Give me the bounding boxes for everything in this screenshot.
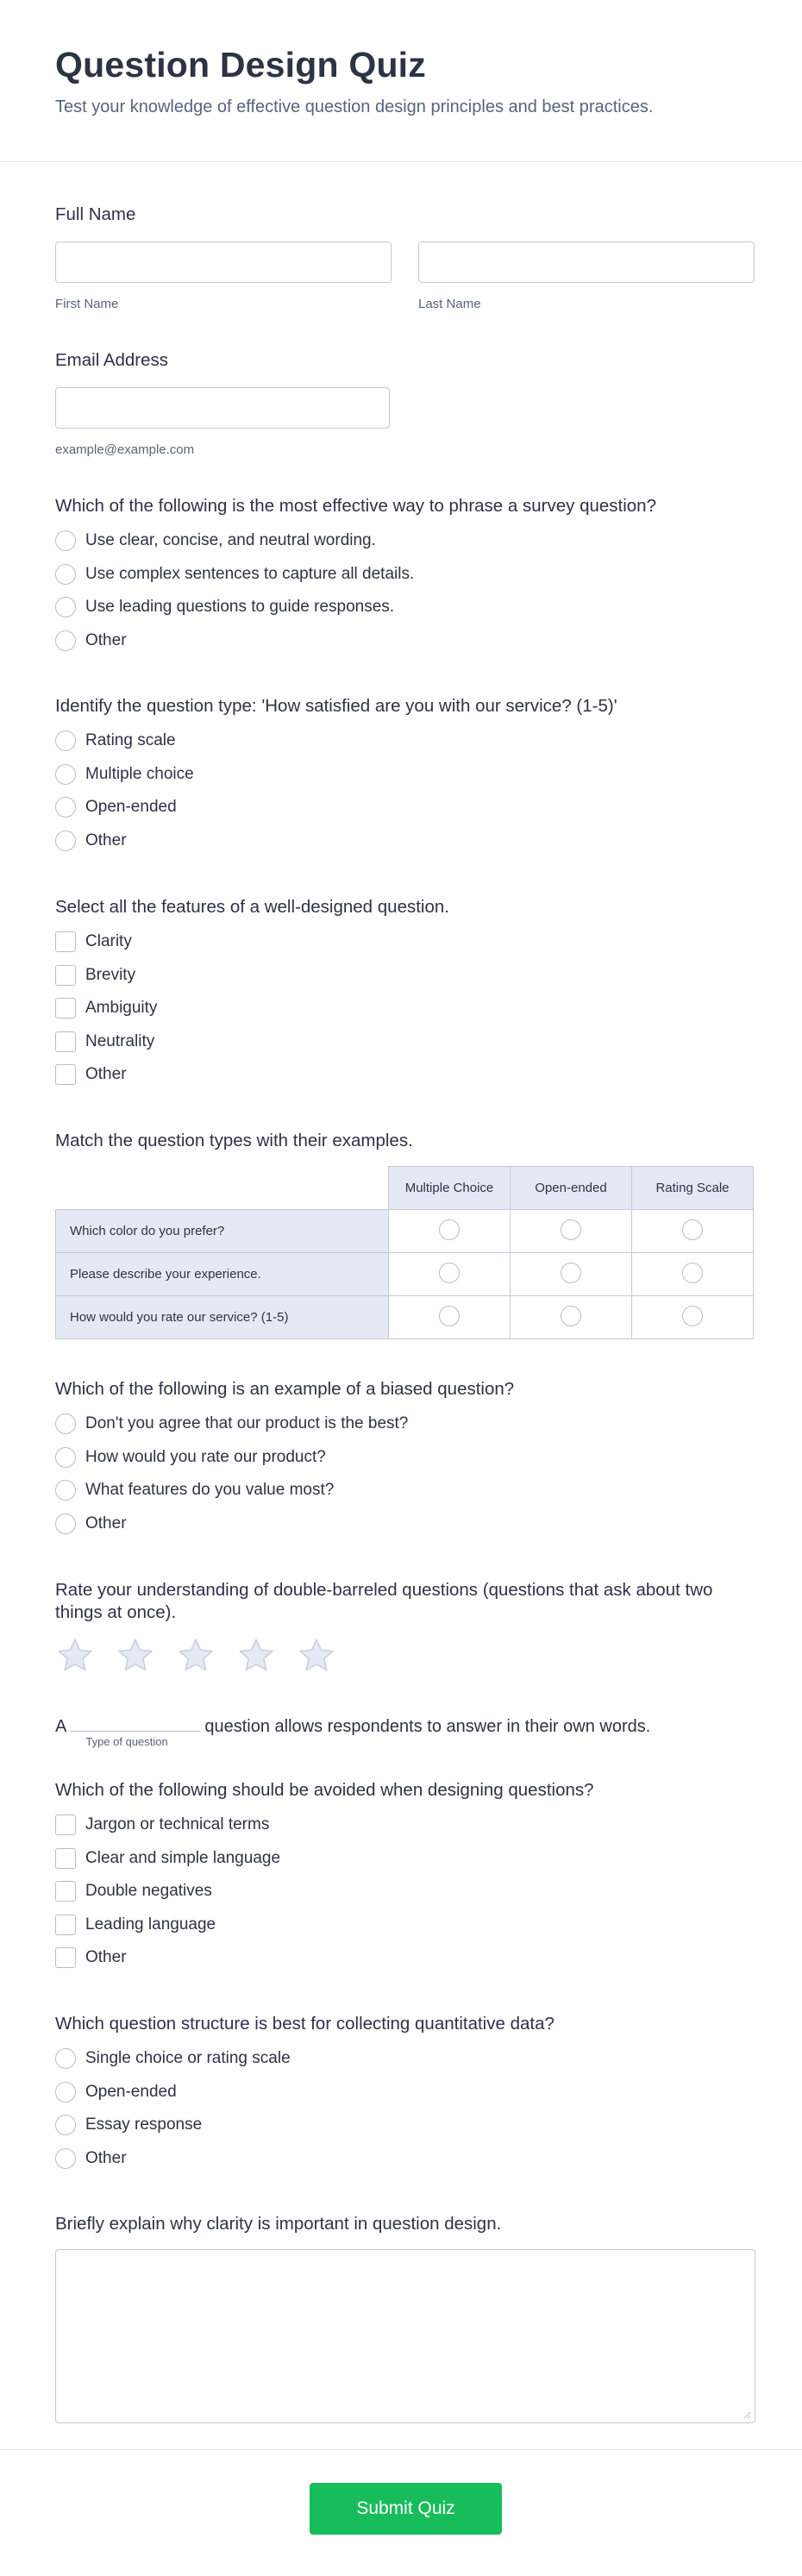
fill-in-blank <box>55 1713 755 1748</box>
matrix-row <box>56 1210 754 1253</box>
form-header <box>0 0 802 162</box>
question-8-label: Which of the following should be avoided when designing questions? <box>55 1780 594 1800</box>
email-input[interactable] <box>55 387 390 429</box>
q3-option[interactable]: Clarity <box>55 925 755 959</box>
question-6-label: Rate your understanding of double-barreled questions (questions that ask about two things at once). <box>55 1580 713 1622</box>
q5-option[interactable]: Don't you agree that our product is the best? <box>55 1407 755 1441</box>
radio-button[interactable] <box>55 530 76 551</box>
q2-option[interactable]: Rating scale <box>55 724 755 758</box>
first-name-input[interactable] <box>55 241 392 283</box>
q2-option[interactable]: Multiple choice <box>55 758 755 792</box>
question-3 <box>55 896 755 1092</box>
star-icon[interactable] <box>55 1636 95 1676</box>
question-2 <box>55 695 755 857</box>
radio-button[interactable] <box>55 630 76 651</box>
question-10 <box>55 2213 755 2423</box>
radio-button[interactable] <box>55 1447 76 1468</box>
q8-option[interactable]: Jargon or technical terms <box>55 1808 755 1842</box>
matrix-radio[interactable] <box>561 1306 581 1326</box>
checkbox[interactable] <box>55 1881 76 1902</box>
matrix-radio[interactable] <box>561 1219 581 1240</box>
checkbox[interactable] <box>55 965 76 986</box>
q9-option[interactable]: Other <box>55 2142 755 2176</box>
question-4-label: Match the question types with their examples. <box>55 1131 413 1150</box>
radio-button[interactable] <box>55 1480 76 1501</box>
radio-button[interactable] <box>55 564 76 585</box>
matrix-row <box>56 1253 754 1296</box>
matrix-row-label: Please describe your experience. <box>56 1253 389 1296</box>
radio-button[interactable] <box>55 797 76 818</box>
q9-option[interactable]: Single choice or rating scale <box>55 2042 755 2076</box>
question-7 <box>55 1713 755 1748</box>
form-footer <box>0 2449 802 2576</box>
resize-handle-icon[interactable] <box>742 2410 751 2419</box>
radio-button[interactable] <box>55 1413 76 1434</box>
last-name-input[interactable] <box>418 241 755 283</box>
q5-option[interactable]: What features do you value most? <box>55 1474 755 1507</box>
full-name-field <box>55 204 755 311</box>
star-icon[interactable] <box>116 1636 155 1676</box>
question-1 <box>55 495 755 657</box>
q5-option[interactable]: Other <box>55 1507 755 1541</box>
email-field <box>55 349 755 457</box>
fill-prefix: A <box>55 1717 67 1736</box>
question-1-label: Which of the following is the most effective way to phrase a survey question? <box>55 496 656 516</box>
email-label: Email Address <box>55 350 169 370</box>
checkbox[interactable] <box>55 1031 76 1052</box>
matrix-row <box>56 1296 754 1339</box>
q1-option[interactable]: Other <box>55 624 755 658</box>
radio-button[interactable] <box>55 2148 76 2169</box>
q3-option[interactable]: Ambiguity <box>55 992 755 1025</box>
checkbox[interactable] <box>55 998 76 1018</box>
radio-button[interactable] <box>55 597 76 617</box>
star-rating <box>55 1636 755 1676</box>
q8-option[interactable]: Double negatives <box>55 1875 755 1908</box>
question-10-label: Briefly explain why clarity is important in question design. <box>55 2214 502 2234</box>
question-5 <box>55 1378 755 1540</box>
q3-option[interactable]: Brevity <box>55 959 755 993</box>
full-name-label: Full Name <box>55 204 136 224</box>
matching-matrix <box>55 1166 754 1339</box>
matrix-corner <box>56 1167 389 1210</box>
question-5-label: Which of the following is an example of a biased question? <box>55 1379 515 1399</box>
q1-option[interactable]: Use leading questions to guide responses. <box>55 591 755 624</box>
blank-sublabel: Type of question <box>85 1735 168 1748</box>
radio-button[interactable] <box>55 730 76 751</box>
matrix-radio[interactable] <box>682 1219 703 1240</box>
q8-option[interactable]: Leading language <box>55 1908 755 1942</box>
checkbox[interactable] <box>55 1947 76 1968</box>
radio-button[interactable] <box>55 764 76 785</box>
matrix-column-header: Open-ended <box>511 1167 632 1210</box>
q8-option[interactable]: Other <box>55 1941 755 1975</box>
checkbox[interactable] <box>55 1915 76 1935</box>
star-icon[interactable] <box>236 1636 276 1676</box>
first-name-sublabel: First Name <box>55 297 119 311</box>
q8-option[interactable]: Clear and simple language <box>55 1842 755 1876</box>
matrix-column-header: Rating Scale <box>632 1167 754 1210</box>
checkbox[interactable] <box>55 1064 76 1085</box>
matrix-radio[interactable] <box>439 1219 460 1240</box>
matrix-radio[interactable] <box>682 1306 703 1326</box>
question-8 <box>55 1779 755 1975</box>
page-title: Question Design Quiz <box>55 45 426 85</box>
email-sublabel: example@example.com <box>55 442 195 457</box>
question-6 <box>55 1579 755 1676</box>
matrix-row-label: Which color do you prefer? <box>56 1210 389 1253</box>
question-9-label: Which question structure is best for collecting quantitative data? <box>55 2014 555 2034</box>
radio-button[interactable] <box>55 2115 76 2135</box>
q2-option[interactable]: Open-ended <box>55 791 755 824</box>
submit-quiz-button[interactable]: Submit Quiz <box>310 2483 502 2535</box>
fill-suffix: question allows respondents to answer in their own words. <box>204 1717 651 1736</box>
q3-option[interactable]: Neutrality <box>55 1025 755 1059</box>
matrix-radio[interactable] <box>439 1263 460 1283</box>
blank-input[interactable] <box>70 1713 201 1732</box>
matrix-row-label: How would you rate our service? (1-5) <box>56 1296 389 1339</box>
q3-option[interactable]: Other <box>55 1058 755 1092</box>
matrix-radio[interactable] <box>439 1306 460 1326</box>
page-subtitle: Test your knowledge of effective question design principles and best practices. <box>55 97 654 116</box>
star-icon[interactable] <box>176 1636 216 1676</box>
question-2-label: Identify the question type: 'How satisfied are you with our service? (1-5)' <box>55 696 617 716</box>
matrix-column-header: Multiple Choice <box>389 1167 511 1210</box>
last-name-sublabel: Last Name <box>418 297 481 311</box>
radio-button[interactable] <box>55 2048 76 2069</box>
question-9 <box>55 2013 755 2175</box>
radio-button[interactable] <box>55 830 76 851</box>
question-3-label: Select all the features of a well-designed question. <box>55 897 449 917</box>
q5-option[interactable]: How would you rate our product? <box>55 1441 755 1475</box>
q9-option[interactable]: Essay response <box>55 2109 755 2142</box>
q2-option[interactable]: Other <box>55 824 755 858</box>
q1-option[interactable]: Use clear, concise, and neutral wording. <box>55 524 755 558</box>
radio-button[interactable] <box>55 2082 76 2103</box>
matrix-radio[interactable] <box>561 1263 581 1283</box>
star-icon[interactable] <box>297 1636 336 1676</box>
question-4 <box>55 1130 755 1339</box>
q1-option[interactable]: Use complex sentences to capture all details. <box>55 558 755 592</box>
matrix-radio[interactable] <box>682 1263 703 1283</box>
explanation-textarea[interactable] <box>55 2249 755 2423</box>
checkbox[interactable] <box>55 931 76 952</box>
q9-option[interactable]: Open-ended <box>55 2076 755 2109</box>
checkbox[interactable] <box>55 1848 76 1869</box>
radio-button[interactable] <box>55 1514 76 1534</box>
checkbox[interactable] <box>55 1814 76 1835</box>
